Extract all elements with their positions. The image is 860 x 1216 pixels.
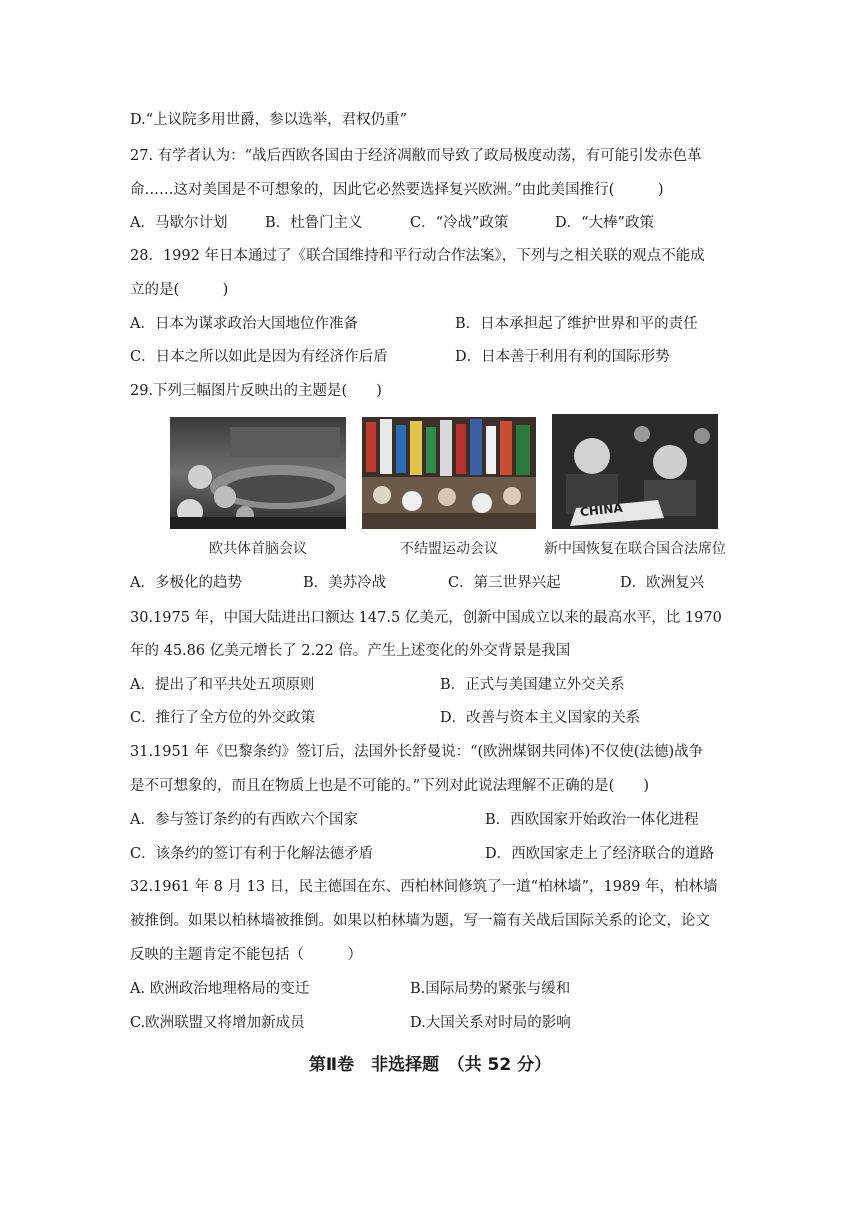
q28-stem-line1: 28．1992 年日本通过了《联合国维持和平行动合作法案》，下列与之相关联的观点不能成 bbox=[130, 248, 705, 264]
q31-stem-line2: 是不可想象的，而且在物质上也是不可能的。”下列对此说法理解不正确的是( ) bbox=[130, 778, 649, 794]
q27-stem-line2: 命……这对美国是不可想象的，因此它必然要选择复兴欧洲。”由此美国推行( ) bbox=[130, 182, 664, 198]
china-nameplate: CHINA bbox=[579, 500, 624, 520]
q32-stem-line2: 被推倒。如果以柏林墙被推倒。如果以柏林墙为题，写一篇有关战后国际关系的论文，论文 bbox=[130, 913, 710, 929]
photo-china-un-seat bbox=[552, 414, 718, 529]
q30-stem-line1: 30.1975 年，中国大陆进出口额达 147.5 亿美元，创新中国成立以来的最高水平，比 1970 bbox=[130, 610, 722, 626]
q32-stem-line1: 32.1961 年 8 月 13 日，民主德国在东、西柏林间修筑了一道“柏林墙”，1989 年，柏林墙 bbox=[130, 879, 718, 895]
q30-option-b: B．正式与美国建立外交关系 bbox=[440, 677, 625, 693]
q31-stem-line1: 31.1951 年《巴黎条约》签订后，法国外长舒曼说：“(欧洲煤钢共同体)不仅使(法德)战争 bbox=[130, 744, 704, 760]
q29-option-c: C．第三世界兴起 bbox=[448, 575, 561, 591]
q29-option-b: B．美苏冷战 bbox=[303, 575, 387, 591]
q28-option-d: D．日本善于利用有利的国际形势 bbox=[455, 349, 670, 365]
q30-option-c: C．推行了全方位的外交政策 bbox=[130, 710, 316, 726]
q32-option-d: D.大国关系对时局的影响 bbox=[410, 1015, 571, 1031]
q31-option-b: B．西欧国家开始政治一体化进程 bbox=[485, 812, 699, 828]
q27-option-c: C．“冷战”政策 bbox=[410, 215, 509, 231]
q29-option-a: A．多极化的趋势 bbox=[130, 575, 242, 591]
q31-option-c: C．该条约的签订有利于化解法德矛盾 bbox=[130, 846, 374, 862]
q31-option-a: A．参与签订条约的有西欧六个国家 bbox=[130, 812, 358, 828]
q29-option-d: D．欧洲复兴 bbox=[620, 575, 705, 591]
q28-option-a: A．日本为谋求政治大国地位作准备 bbox=[130, 316, 358, 332]
q32-option-b: B.国际局势的紧张与缓和 bbox=[410, 981, 571, 997]
q27-option-a: A．马歇尔计划 bbox=[130, 215, 228, 231]
photo-non-aligned-meeting bbox=[362, 417, 536, 529]
q27-option-b: B．杜鲁门主义 bbox=[265, 215, 363, 231]
q28-option-b: B．日本承担起了维护世界和平的责任 bbox=[455, 316, 698, 332]
section-title: 第Ⅱ卷 非选择题 （共 52 分） bbox=[308, 1055, 552, 1075]
q31-option-d: D．西欧国家走上了经济联合的道路 bbox=[485, 846, 715, 862]
caption-non-aligned: 不结盟运动会议 bbox=[400, 541, 498, 557]
q30-stem-line2: 年的 45.86 亿美元增长了 2.22 倍。产生上述变化的外交背景是我国 bbox=[130, 643, 571, 659]
q27-stem-line1: 27. 有学者认为：“战后西欧各国由于经济凋敝而导致了政局极度动荡，有可能引发赤色革 bbox=[130, 148, 702, 164]
q32-stem-line3: 反映的主题肯定不能包括（ ） bbox=[130, 947, 362, 963]
photo-ec-summit bbox=[170, 417, 346, 529]
caption-ec-summit: 欧共体首脑会议 bbox=[209, 541, 307, 557]
q28-option-c: C．日本之所以如此是因为有经济作后盾 bbox=[130, 349, 388, 365]
q26-option-d: D.“上议院多用世爵，参以选举，君权仍重” bbox=[130, 112, 408, 128]
q32-option-a: A. 欧洲政治地理格局的变迁 bbox=[130, 981, 310, 997]
caption-china-un: 新中国恢复在联合国合法席位 bbox=[544, 541, 726, 557]
q32-option-c: C.欧洲联盟又将增加新成员 bbox=[130, 1015, 305, 1031]
q30-option-d: D．改善与资本主义国家的关系 bbox=[440, 710, 641, 726]
q27-option-d: D．“大棒”政策 bbox=[555, 215, 654, 231]
q28-stem-line2: 立的是( ) bbox=[130, 282, 229, 298]
q30-option-a: A．提出了和平共处五项原则 bbox=[130, 677, 315, 693]
q29-stem: 29.下列三幅图片反映出的主题是( ) bbox=[130, 383, 382, 399]
